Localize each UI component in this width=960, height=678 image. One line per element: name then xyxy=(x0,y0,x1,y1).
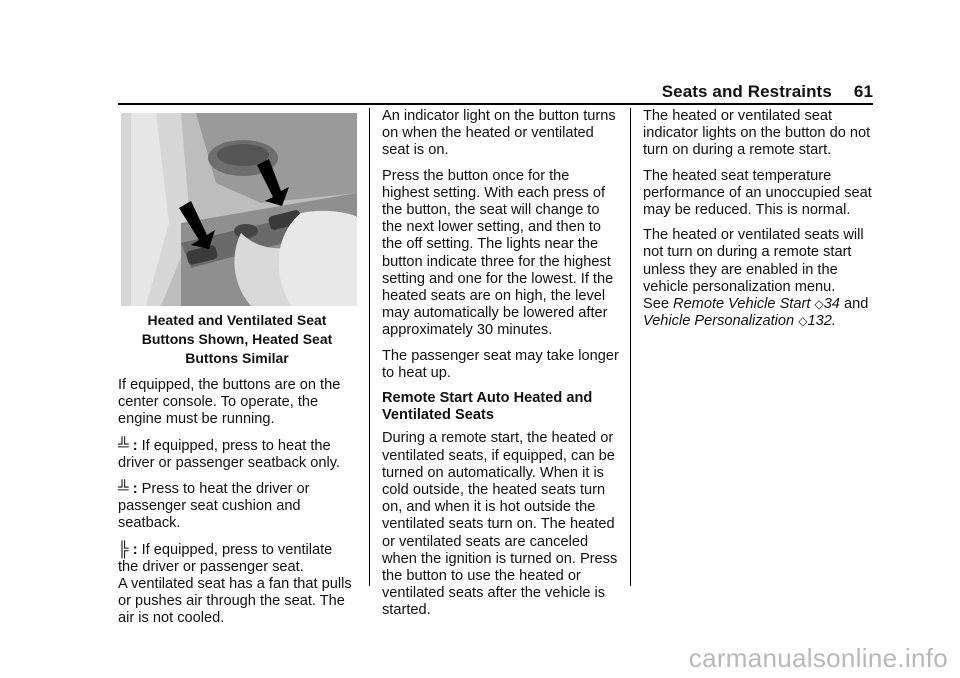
see-label: See xyxy=(643,296,669,313)
seat-cushion-heat-text: Press to heat the driver or passenger seat cushion and seatback. xyxy=(118,481,310,532)
ventilation-description: A ventilated seat has a fan that pulls or pushes air through the seat. The air is not cooled. xyxy=(118,576,352,627)
caption-line-2: Buttons Shown, Heated Seat xyxy=(141,331,333,347)
seat-ventilate-icon: ╠ xyxy=(118,540,129,558)
indicator-paragraph: An indicator light on the button turns on when the heated or ventilated seat is on. xyxy=(382,108,616,159)
remote-start-heading: Remote Start Auto Heated and Ventilated Seats xyxy=(382,390,593,424)
page-ref-arrow-icon: ◇ xyxy=(798,314,808,329)
seatback-heat-item: ╩ : If equipped, press to heat the driver or passenger seatback only. xyxy=(118,436,340,471)
figure-caption xyxy=(118,312,356,367)
remote-vehicle-start-link[interactable]: Remote Vehicle Start xyxy=(673,296,811,313)
seat-ventilate-text: If equipped, press to ventilate the driver or passenger seat. xyxy=(118,541,333,575)
unoccupied-seat-paragraph: The heated seat temperature performance of an unoccupied seat may be reduced. This is normal. xyxy=(643,167,872,219)
seatback-heat-text: If equipped, press to heat the driver or passenger seatback only. xyxy=(118,437,340,471)
column-3 xyxy=(643,108,873,338)
page-ref-arrow-icon: ◇ xyxy=(814,297,824,312)
console-seat-buttons-illustration xyxy=(121,113,357,306)
seatback-heat-icon: ╩ xyxy=(118,436,129,454)
see-also-line xyxy=(643,296,873,330)
caption-line-3: Buttons Similar xyxy=(185,350,289,366)
indicator-lights-paragraph: The heated or ventilated seat indicator lights on the button do not turn on during a remote start. xyxy=(643,108,871,159)
page-number: 61 xyxy=(853,82,873,101)
column-1 xyxy=(118,108,356,636)
intro-paragraph: If equipped, the buttons are on the center console. To operate, the engine must be running. xyxy=(118,377,341,428)
header-rule xyxy=(118,103,873,105)
column-divider-1 xyxy=(369,108,370,586)
remote-start-paragraph: During a remote start, the heated or ventilated seats, if equipped, can be turned on automatically. When it is cold outside, the heated seats turn on, and when it is hot outside the ventilated seats turn on. The heated or ventilated seats are canceled when the ignition is turned on. Press the button to use the heated or ventilated seats after the vehicle is started. xyxy=(382,430,618,619)
vehicle-personalization-link[interactable]: Vehicle Personalization xyxy=(643,313,795,330)
remote-vehicle-start-page[interactable]: 34 xyxy=(823,296,840,313)
vehicle-personalization-page[interactable]: 132. xyxy=(807,313,836,330)
seat-ventilate-item: ╠ : If equipped, press to ventilate the driver or passenger seat. xyxy=(118,540,333,575)
seat-cushion-heat-icon: ╩ xyxy=(118,480,129,498)
watermark: carmanualsonline.info xyxy=(688,643,948,673)
settings-paragraph: Press the button once for the highest setting. With each press of the button, the seat will change to the next lower setting, and then to the off setting. The lights near the button indicate three for the highest setting and one for the lowest. If the heated seats are on high, the level may automatically be lowered after approximately 30 minutes. xyxy=(382,167,614,339)
column-2 xyxy=(382,108,620,628)
and-label: and xyxy=(843,296,869,313)
page-header xyxy=(662,82,873,102)
caption-line-1: Heated and Ventilated Seat xyxy=(147,312,327,328)
personalization-paragraph: The heated or ventilated seats will not turn on during a remote start unless they are enabled in the vehicle personalization menu. xyxy=(643,227,864,295)
passenger-paragraph: The passenger seat may take longer to heat up. xyxy=(382,347,619,381)
section-title: Seats and Restraints xyxy=(661,82,832,101)
column-divider-2 xyxy=(630,108,631,586)
seat-cushion-heat-item: ╩ : Press to heat the driver or passenger seat cushion and seatback. xyxy=(118,480,310,532)
